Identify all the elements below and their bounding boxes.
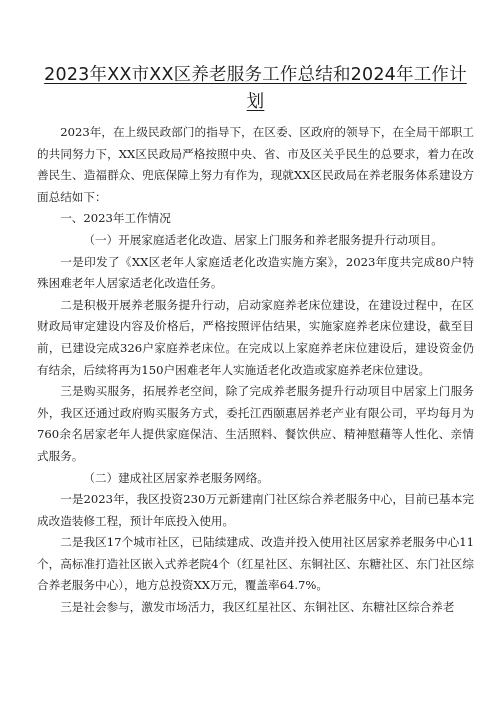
body-paragraph: 一是2023年，我区投资230万元新建南门社区综合养老服务中心，目前已基本完成改造装修工程，预计年底投入使用。: [37, 492, 474, 528]
subsection-heading: （一）开展家庭适老化改造、居家上门服务和养老服务提升行动项目。: [83, 232, 443, 247]
document-title: 2023年XX市XX区养老服务工作总结和2024年工作计划: [44, 65, 467, 112]
body-paragraph: 二是积极开展养老服务提升行动，启动家庭养老床位建设，在建设过程中，在区财政局审定建设内容及价格后，严格按照评估结果，实施家庭养老床位建设，截至目前，已建设完成326户家庭养老床位。在完成以上家庭养老床位建设后，建设资金仍有结余，后续将再为150户困难老年人实施适老化改造或家庭养老床位建设。: [37, 297, 474, 377]
document-body: [37, 122, 474, 619]
intro-paragraph: 2023年，在上级民政部门的指导下，在区委、区政府的领导下，在全局干部职工的共同努力下，XX区民政局严格按照中央、省、市及区关乎民生的总要求，着力在改善民生、造福群众、兜底保障上努力有作为，现就XX区民政局在养老服务体系建设方面总结如下：: [37, 125, 474, 204]
subsection-heading: （二）建成社区居家养老服务网络。: [83, 470, 269, 485]
body-paragraph: 三是购买服务，拓展养老空间，除了完成养老服务提升行动项目中居家上门服务外，我区还通过政府购买服务方式，委托江西颐惠居养老产业有限公司，平均每月为760余名居家老年人提供家庭保洁、生活照料、餐饮供应、精神慰藉等人性化、亲情式服务。: [37, 384, 474, 463]
body-paragraph: 一是印发了《XX区老年人家庭适老化改造实施方案》，2023年度共完成80户特殊困难老年人居家适老化改造任务。: [37, 254, 474, 291]
section-heading: 一、2023年工作情况: [60, 211, 171, 226]
body-paragraph: 二是我区17个城市社区，已陆续建成、改造并投入使用社区居家养老服务中心11个，高标准打造社区嵌入式养老院4个（红星社区、东铜社区、东糖社区、东门社区综合养老服务中心），地方总投资XX万元，覆盖率64.7%。: [37, 535, 474, 593]
body-paragraph: 三是社会参与，激发市场活力，我区红星社区、东铜社区、东糖社区综合养老: [60, 600, 455, 615]
